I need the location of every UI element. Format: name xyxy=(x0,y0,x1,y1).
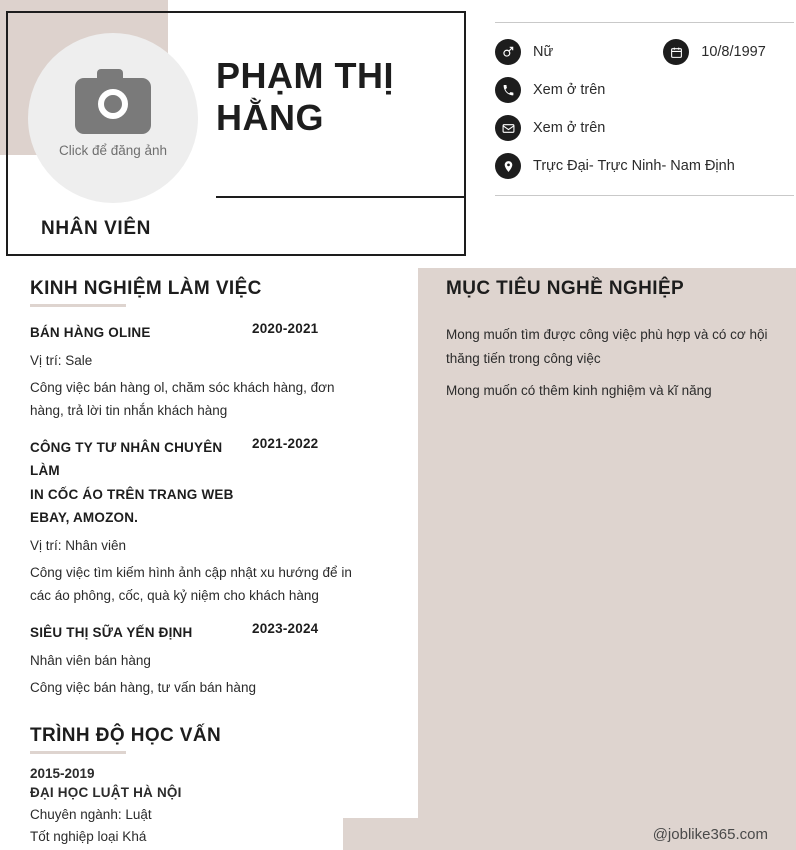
experience-position: Vị trí: Nhân viên xyxy=(30,538,127,554)
section-underline xyxy=(30,304,126,307)
experience-position: Nhân viên bán hàng xyxy=(30,653,151,669)
experience-date: 2023-2024 xyxy=(252,621,319,637)
contact-email xyxy=(495,115,794,141)
objective-panel xyxy=(418,268,796,818)
experience-company: CÔNG TY TƯ NHÂN CHUYÊN LÀM xyxy=(30,440,223,479)
experience-company-line3: EBAY, AMOZON. xyxy=(30,509,139,525)
contact-gender xyxy=(495,39,663,65)
experience-item xyxy=(30,621,388,699)
resume-header xyxy=(0,0,796,268)
objective-line: Mong muốn có thêm kinh nghiệm và kĩ năng xyxy=(446,383,712,399)
contact-email-value: Xem ở trên xyxy=(533,120,606,136)
location-icon xyxy=(495,153,521,179)
contact-address-value: Trực Đại- Trực Ninh- Nam Định xyxy=(533,158,735,174)
experience-position: Vị trí: Sale xyxy=(30,353,93,369)
education-school: ĐẠI HỌC LUẬT HÀ NỘI xyxy=(30,785,182,801)
section-title-objective: MỤC TIÊU NGHỀ NGHIỆP xyxy=(446,278,685,299)
experience-company: BÁN HÀNG OLINE xyxy=(30,325,151,340)
contact-birthday xyxy=(663,39,794,65)
contact-gender-value: Nữ xyxy=(533,44,554,60)
phone-icon xyxy=(495,77,521,103)
experience-item xyxy=(30,436,388,607)
experience-company: SIÊU THỊ SỮA YẾN ĐỊNH xyxy=(30,625,193,641)
section-experience xyxy=(30,278,388,699)
experience-item xyxy=(30,321,388,422)
section-title-education: TRÌNH ĐỘ HỌC VẤN xyxy=(30,725,222,747)
contact-address xyxy=(495,153,794,179)
experience-date: 2021-2022 xyxy=(252,436,319,452)
section-title-experience: KINH NGHIỆM LÀM VIỆC xyxy=(30,278,262,299)
contact-phone xyxy=(495,77,794,103)
left-column xyxy=(0,268,418,850)
education-grade: Tốt nghiệp loại Khá xyxy=(30,829,147,845)
education-major: Chuyên ngành: Luật xyxy=(30,807,152,823)
experience-description: Công việc bán hàng ol, chăm sóc khách hàng, đơn hàng, trả lời tin nhắn khách hàng xyxy=(30,379,335,419)
objective-line: thăng tiến trong công việc xyxy=(446,351,601,367)
calendar-icon xyxy=(663,39,689,65)
experience-description: Công việc tìm kiếm hình ảnh cập nhật xu hướng để in các áo phông, cốc, quà kỷ niệm cho khách hàng xyxy=(30,564,352,603)
contact-block xyxy=(495,22,794,196)
photo-upload-label: Click để đăng ảnh xyxy=(58,143,168,158)
objective-line: Mong muốn tìm được công việc phù hợp và có cơ hội xyxy=(446,327,768,342)
contact-row xyxy=(495,33,794,71)
photo-upload-area[interactable] xyxy=(28,33,198,203)
job-role: NHÂN VIÊN xyxy=(41,218,151,239)
gender-icon xyxy=(495,39,521,65)
section-underline xyxy=(30,751,126,754)
right-column xyxy=(418,268,796,850)
contact-row xyxy=(495,109,794,147)
experience-company-line2: IN CỐC ÁO TRÊN TRANG WEB xyxy=(30,486,234,502)
name-divider xyxy=(216,196,464,198)
camera-icon xyxy=(75,78,151,134)
section-underline xyxy=(446,304,542,307)
education-date: 2015-2019 xyxy=(30,766,95,782)
mail-icon xyxy=(495,115,521,141)
contact-row xyxy=(495,71,794,109)
contact-divider-bottom xyxy=(495,195,794,196)
watermark: @joblike365.com xyxy=(652,826,768,843)
section-education xyxy=(30,725,388,844)
contact-row xyxy=(495,147,794,185)
contact-birthday-value: 10/8/1997 xyxy=(701,44,766,60)
page-title: PHẠM THỊ HẰNG xyxy=(216,55,394,139)
experience-description: Công việc bán hàng, tư vấn bán hàng xyxy=(30,679,256,695)
contact-phone-value: Xem ở trên xyxy=(533,82,606,98)
experience-date: 2020-2021 xyxy=(252,321,319,336)
